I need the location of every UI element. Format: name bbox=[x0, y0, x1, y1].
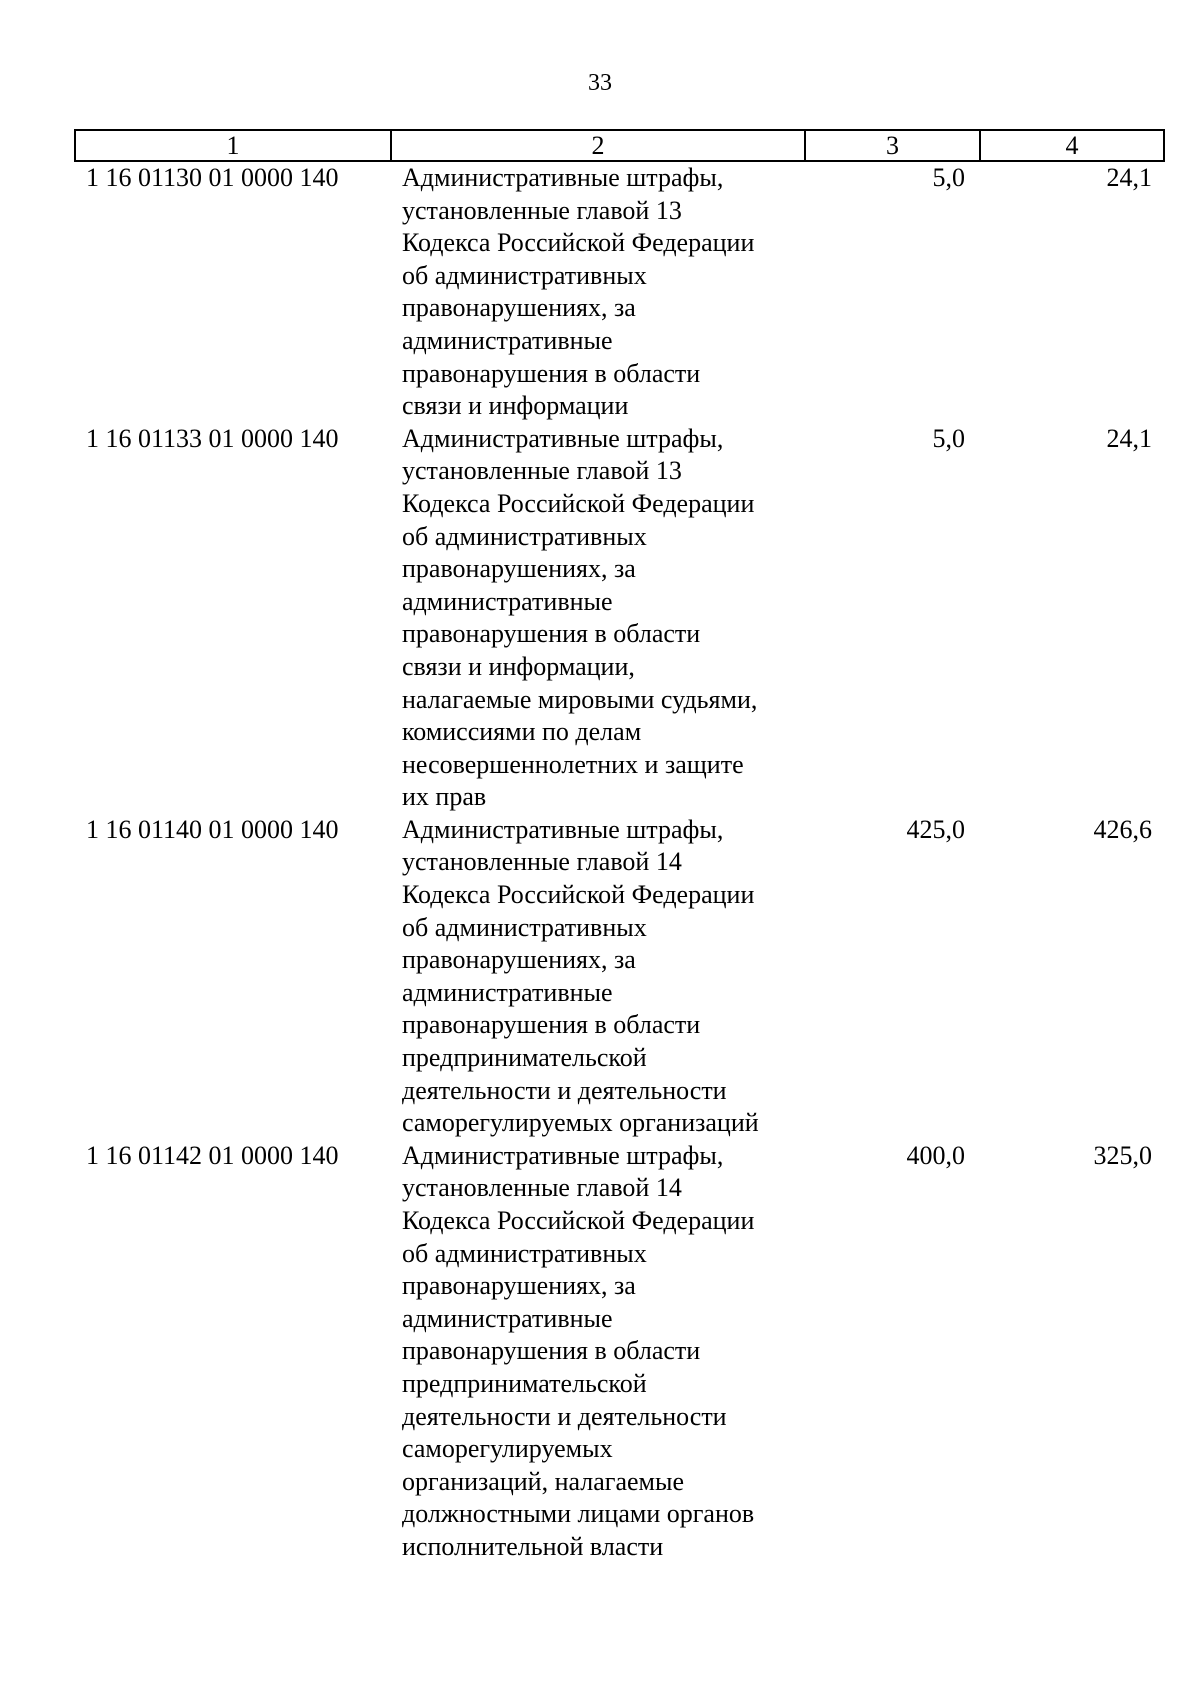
value-col3-cell: 5,0 bbox=[932, 163, 965, 192]
description-line: Административные штрафы, bbox=[402, 814, 724, 844]
description-line: исполнительной власти bbox=[402, 1531, 664, 1561]
description-line: установленные главой 14 bbox=[402, 847, 682, 877]
description-line: установленные главой 14 bbox=[402, 1173, 682, 1203]
description-line: налагаемые мировыми судьями, bbox=[402, 684, 758, 714]
description-line: правонарушения в области bbox=[402, 1010, 701, 1040]
column-header-1: 1 bbox=[76, 131, 392, 160]
table-header bbox=[74, 129, 1165, 162]
description-cell bbox=[390, 814, 804, 1140]
column-header-4: 4 bbox=[1065, 131, 1079, 160]
page-number: 33 bbox=[588, 70, 612, 96]
table-row bbox=[74, 423, 1165, 814]
description-line: правонарушениях, за bbox=[402, 945, 636, 975]
description-line: саморегулируемых bbox=[402, 1434, 613, 1464]
budget-code-cell: 1 16 01130 01 0000 140 bbox=[86, 163, 339, 192]
value-col4-cell: 24,1 bbox=[1106, 163, 1152, 192]
value-col4-cell: 325,0 bbox=[1093, 1140, 1152, 1170]
description-line: связи и информации bbox=[402, 391, 629, 421]
description-line: должностными лицами органов bbox=[402, 1499, 755, 1529]
description-line: Кодекса Российской Федерации bbox=[402, 488, 755, 518]
description-line: Кодекса Российской Федерации bbox=[402, 880, 755, 910]
description-line: правонарушениях, за bbox=[402, 1271, 636, 1301]
budget-code-cell: 1 16 01133 01 0000 140 bbox=[86, 423, 339, 453]
description-line: деятельности и деятельности bbox=[402, 1075, 727, 1105]
column-header-2: 2 bbox=[392, 131, 806, 160]
description-cell bbox=[390, 162, 804, 423]
description-cell bbox=[390, 1140, 804, 1564]
table-row bbox=[74, 814, 1165, 1140]
description-line: правонарушения в области bbox=[402, 1336, 701, 1366]
value-col4-cell: 426,6 bbox=[1093, 814, 1152, 844]
description-line: об административных bbox=[402, 521, 647, 551]
description-line: административные bbox=[402, 1303, 613, 1333]
description-line: комиссиями по делам bbox=[402, 717, 642, 747]
description-line: Кодекса Российской Федерации bbox=[402, 1206, 755, 1235]
description-line: установленные главой 13 bbox=[402, 195, 682, 225]
budget-code-cell: 1 16 01142 01 0000 140 bbox=[86, 1140, 339, 1170]
description-line: связи и информации, bbox=[402, 651, 635, 681]
description-line: Административные штрафы, bbox=[402, 423, 724, 453]
description-line: об административных bbox=[402, 1238, 647, 1268]
value-col4-cell: 24,1 bbox=[1106, 423, 1152, 453]
description-line: Административные штрафы, bbox=[402, 163, 724, 192]
description-line: несовершеннолетних и защите bbox=[402, 749, 744, 779]
description-line: правонарушениях, за bbox=[402, 293, 636, 323]
value-col3-cell: 425,0 bbox=[906, 814, 965, 844]
value-col3-cell: 400,0 bbox=[906, 1140, 965, 1170]
description-cell bbox=[390, 423, 804, 814]
table-row bbox=[74, 1140, 1165, 1564]
description-line: об административных bbox=[402, 912, 647, 942]
description-line: Административные штрафы, bbox=[402, 1140, 724, 1170]
description-line: правонарушения в области bbox=[402, 619, 701, 649]
description-line: административные bbox=[402, 977, 613, 1007]
description-line: предпринимательской bbox=[402, 1043, 647, 1073]
description-line: правонарушения в области bbox=[402, 358, 701, 388]
description-line: правонарушениях, за bbox=[402, 554, 636, 584]
description-line: административные bbox=[402, 586, 613, 616]
description-line: об административных bbox=[402, 260, 647, 290]
description-line: административные bbox=[402, 325, 613, 355]
description-line: организаций, налагаемые bbox=[402, 1466, 684, 1496]
table-body bbox=[74, 162, 1165, 1564]
description-line: саморегулируемых организаций bbox=[402, 1108, 759, 1138]
description-line: деятельности и деятельности bbox=[402, 1401, 727, 1431]
description-line: Кодекса Российской Федерации bbox=[402, 228, 755, 258]
description-line: установленные главой 13 bbox=[402, 456, 682, 486]
description-line: их прав bbox=[402, 782, 487, 812]
value-col3-cell: 5,0 bbox=[932, 423, 965, 453]
table-row bbox=[74, 162, 1165, 423]
column-header-3: 3 bbox=[806, 131, 981, 160]
budget-code-cell: 1 16 01140 01 0000 140 bbox=[86, 814, 339, 844]
description-line: предпринимательской bbox=[402, 1368, 647, 1398]
